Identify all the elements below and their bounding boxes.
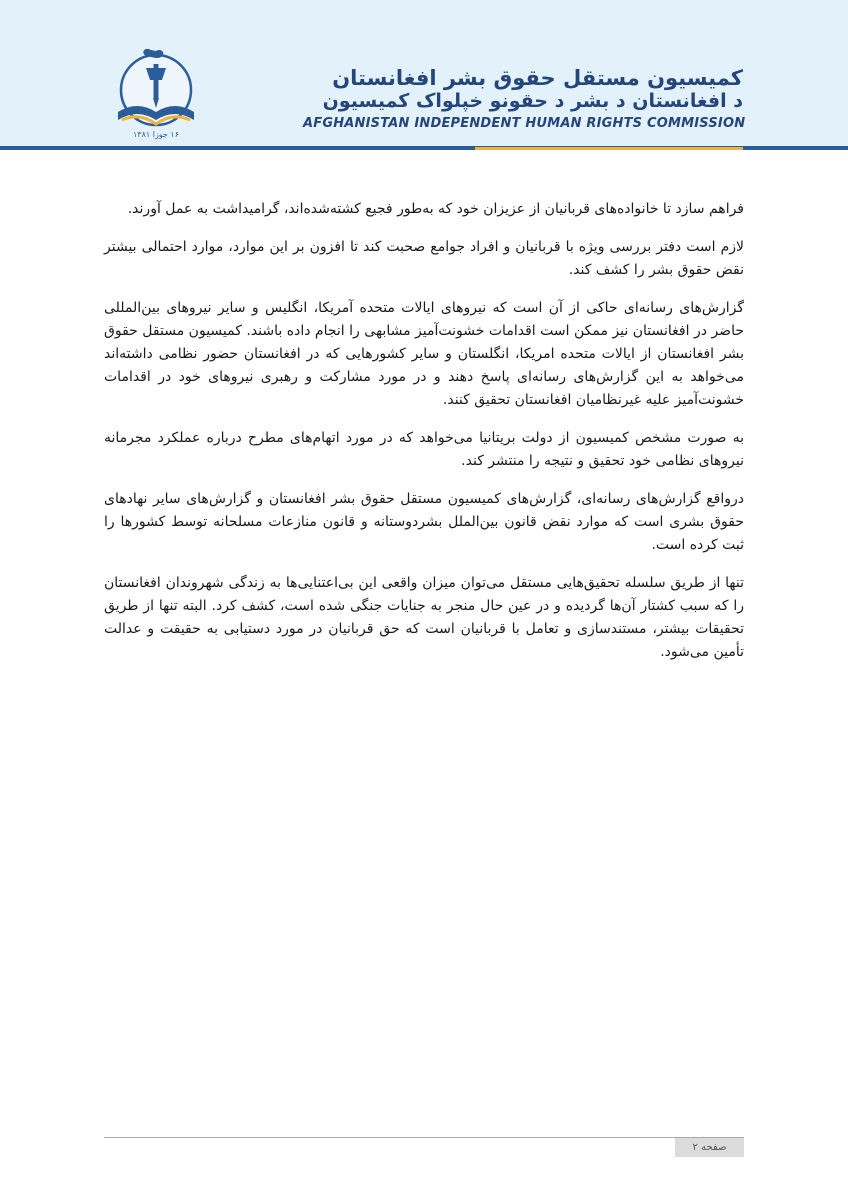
organization-names: [303, 66, 746, 133]
letterhead: [0, 0, 848, 146]
aihrc-logo: [104, 40, 208, 144]
page-number: صفحه ۲: [675, 1138, 744, 1157]
logo-date: ۱۶ جوزا ۱۳۸۱: [132, 130, 180, 139]
document-body: [104, 198, 744, 679]
header-divider-yellow: [475, 147, 743, 150]
org-name-english: AFGHANISTAN INDEPENDENT HUMAN RIGHTS COMMISSION: [303, 116, 746, 131]
paragraph: تنها از طریق سلسله تحقیق‌هایی مستقل می‌توان میزان واقعی این بی‌اعتنایی‌ها به زندگی شهروندان افغانستان را که سبب کشتار آن‌ها گردیده و در عین حال منجر به جنایات جنگی شده است، کشف کرد. البته تنها از طریق تحقیقات بیشتر، مستندسازی و تعامل با قربانیان است که حق قربانیان در مورد دستیابی به حقیقت و عدالت تأمین می‌شود.: [104, 575, 744, 660]
footer-divider: [104, 1137, 744, 1138]
org-name-pashto: د افغانستان د بشر د حقونو خپلواک کمیسیون: [322, 90, 743, 112]
paragraph: به صورت مشخص کمیسیون از دولت بریتانیا می‌خواهد که در مورد اتهام‌های مطرح درباره عملکرد مجرمانه نیروهای نظامی خود تحقیق و نتیجه را منتشر کند.: [104, 430, 744, 469]
paragraph: درواقع گزارش‌های رسانه‌ای، گزارش‌های کمیسیون مستقل حقوق بشر افغانستان و گزارش‌های سایر نهادهای حقوق بشری است که موارد نقض قانون بین‌الملل بشردوستانه و قانون منازعات مسلحانه توسط کشورها را ثبت کرده است.: [104, 491, 744, 553]
paragraph: فراهم سازد تا خانواده‌های قربانیان از عزیزان خود که به‌طور فجیع کشته‌شده‌اند، گرامیداشت به عمل آورند.: [127, 201, 744, 217]
paragraph: گزارش‌های رسانه‌ای حاکی از آن است که نیروهای ایالات متحده آمریکا، انگلیس و سایر نیروهای بین‌المللی حاضر در افغانستان نیز ممکن است اقدامات خشونت‌آمیز مشابهی را انجام داده باشند. کمیسیون مستقل حقوق بشر افغانستان از ایالات متحده امریکا، انگلستان و سایر کشورهایی که در افغانستان حضور نظامی داشته‌اند می‌خواهد به این گزارش‌های رسانه‌ای پاسخ دهند و در مورد مشارکت و رهبری نیروهای خود در اقدامات خشونت‌آمیز علیه غیرنظامیان افغانستان تحقیق کنند.: [104, 300, 744, 408]
org-name-dari: کمیسیون مستقل حقوق بشر افغانستان: [332, 66, 743, 90]
paragraph: لازم است دفتر بررسی ویژه با قربانیان و افراد جوامع صحبت کند تا افزون بر این موارد، موارد احتمالی بیشتر نقض حقوق بشر را کشف کند.: [104, 239, 744, 278]
